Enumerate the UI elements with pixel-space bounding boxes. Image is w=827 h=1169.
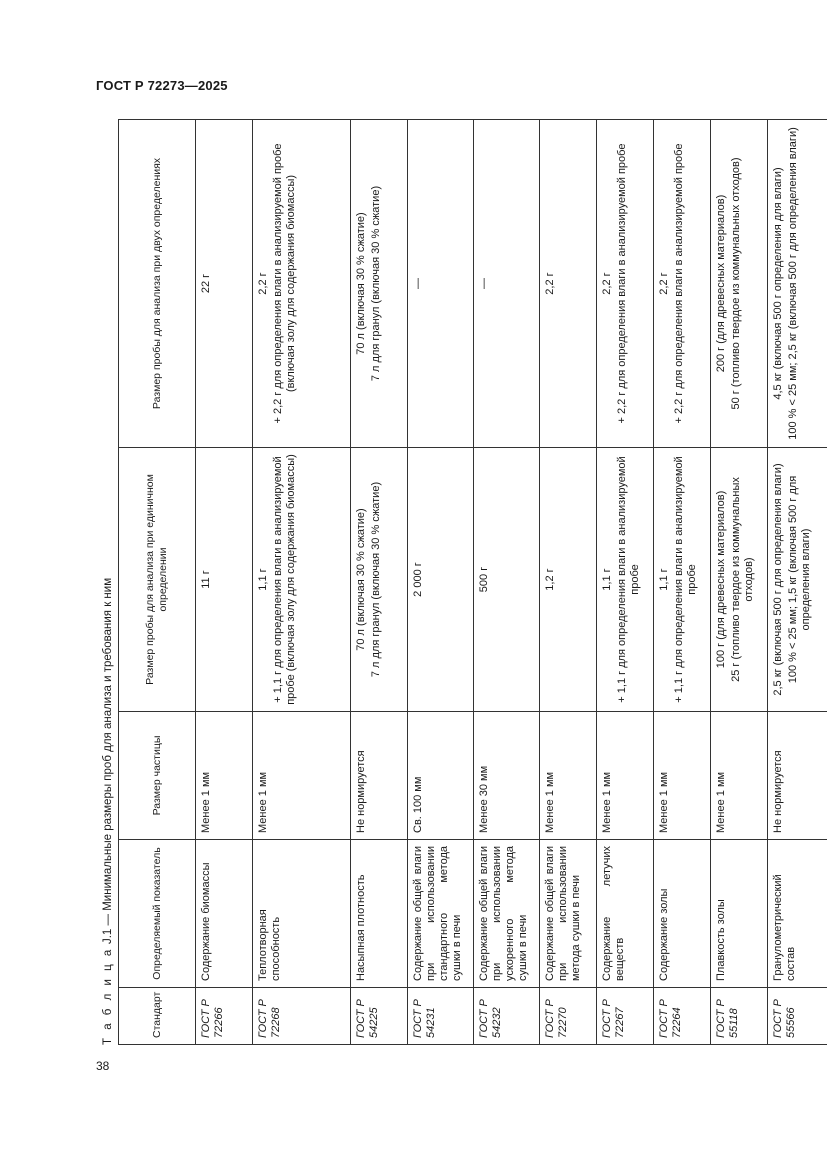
double-sample-cell: [654, 120, 711, 448]
standard-cell: ГОСТ Р 54231: [408, 988, 474, 1045]
double-sample-note: 100 % < 25 мм; 2,5 кг (включая 500 г для определения влаги): [787, 127, 799, 440]
page-number: 38: [96, 1059, 110, 1073]
single-sample-value: 11 г: [200, 570, 212, 589]
double-sample-cell: [408, 120, 474, 448]
standard-cell: ГОСТ Р 72270: [540, 988, 597, 1045]
indicator-cell: Содержание общей влаги при использовании ускоренного метода сушки в печи: [474, 840, 540, 988]
table-header-row: [119, 120, 196, 1045]
double-sample-cell: [768, 120, 827, 448]
single-sample-value: 2 000 г: [412, 562, 424, 597]
single-sample-note: 7 л для гранул (включая 30 % сжатие): [370, 481, 382, 678]
single-sample-cell: [253, 448, 351, 712]
column-header-double-sample-size: Размер пробы для анализа при двух определениях: [119, 120, 196, 448]
particle-size-cell: Менее 1 мм: [196, 712, 253, 840]
single-sample-note: + 1,1 г для определения влаги в анализируемой пробе (включая золу для содержания биомассы): [272, 454, 297, 705]
single-sample-value: 1,1 г: [658, 568, 670, 591]
double-sample-cell: [253, 120, 351, 448]
double-sample-cell: [540, 120, 597, 448]
double-sample-value: 200 г (для древесных материалов): [715, 194, 727, 373]
single-sample-value: 70 л (включая 30 % сжатие): [355, 508, 367, 651]
standard-cell: ГОСТ Р 55118: [711, 988, 768, 1045]
table-caption-prefix: Т а б л и ц а: [102, 947, 114, 1045]
particle-size-cell: Не нормируется: [351, 712, 408, 840]
double-sample-value: —: [412, 278, 424, 289]
double-sample-value: 2,2 г: [544, 272, 556, 295]
indicator-cell: Содержание биомассы: [196, 840, 253, 988]
indicator-cell: Содержание общей влаги при использовании стандартного метода сушки в печи: [408, 840, 474, 988]
single-sample-cell: [540, 448, 597, 712]
double-sample-note: 50 г (топливо твердое из коммунальных отходов): [730, 157, 742, 410]
single-sample-cell: [351, 448, 408, 712]
table-row: [196, 120, 253, 1045]
standard-cell: ГОСТ Р 72264: [654, 988, 711, 1045]
table-row: [654, 120, 711, 1045]
standard-cell: ГОСТ Р 54232: [474, 988, 540, 1045]
table-row: [768, 120, 827, 1045]
particle-size-cell: Св. 100 мм: [408, 712, 474, 840]
particle-size-cell: Не нормируется: [768, 712, 827, 840]
indicator-cell: Содержание летучих веществ: [597, 840, 654, 988]
table-row: [253, 120, 351, 1045]
double-sample-note: + 2,2 г для определения влаги в анализируемой пробе: [616, 143, 628, 424]
table-row: [408, 120, 474, 1045]
table-caption: [102, 578, 114, 1045]
double-sample-value: 70 л (включая 30 % сжатие): [355, 212, 367, 355]
table-row: [711, 120, 768, 1045]
double-sample-value: 4,5 кг (включая 500 г определения для влаги): [772, 167, 784, 400]
double-sample-note: 7 л для гранул (включая 30 % сжатие): [370, 185, 382, 382]
double-sample-cell: [597, 120, 654, 448]
single-sample-value: 1,2 г: [544, 568, 556, 591]
document-header: ГОСТ Р 72273—2025: [96, 78, 228, 93]
single-sample-note: 100 % < 25 мм; 1,5 кг (включая 500 г для определения влаги): [787, 475, 812, 684]
indicator-cell: Содержание общей влаги при использовании метода сушки в печи: [540, 840, 597, 988]
single-sample-cell: [196, 448, 253, 712]
particle-size-cell: Менее 1 мм: [711, 712, 768, 840]
standard-cell: ГОСТ Р 72268: [253, 988, 351, 1045]
single-sample-value: 2,5 кг (включая 500 г для определения влаги): [772, 463, 784, 696]
double-sample-value: 22 г: [200, 273, 212, 294]
column-header-particle-size: Размер частицы: [119, 712, 196, 840]
single-sample-value: 100 г (для древесных материалов): [715, 490, 727, 669]
indicator-cell: Теплотворная способность: [253, 840, 351, 988]
standard-cell: ГОСТ Р 54225: [351, 988, 408, 1045]
single-sample-cell: [654, 448, 711, 712]
indicator-cell: Гранулометрический состав: [768, 840, 827, 988]
single-sample-cell: [711, 448, 768, 712]
single-sample-value: 1,1 г: [601, 568, 613, 591]
double-sample-note: + 2,2 г для определения влаги в анализируемой пробе: [673, 143, 685, 424]
single-sample-value: 500 г: [478, 566, 490, 593]
table-row: [540, 120, 597, 1045]
standard-cell: ГОСТ Р 55566: [768, 988, 827, 1045]
standard-cell: ГОСТ Р 72266: [196, 988, 253, 1045]
column-header-indicator: Определяемый показатель: [119, 840, 196, 988]
single-sample-value: 1,1 г: [257, 568, 269, 591]
double-sample-value: 2,2 г: [601, 272, 613, 295]
single-sample-cell: [597, 448, 654, 712]
table-row: [597, 120, 654, 1045]
table-row: [474, 120, 540, 1045]
double-sample-cell: [711, 120, 768, 448]
requirements-table: [118, 119, 827, 1045]
indicator-cell: Содержание золы: [654, 840, 711, 988]
column-header-standard: Стандарт: [119, 988, 196, 1045]
particle-size-cell: Менее 1 мм: [540, 712, 597, 840]
indicator-cell: Плавкость золы: [711, 840, 768, 988]
table-caption-text: J.1 — Минимальные размеры проб для анализа и требования к ним: [102, 577, 114, 948]
double-sample-value: 2,2 г: [257, 272, 269, 295]
particle-size-cell: Менее 1 мм: [597, 712, 654, 840]
double-sample-cell: [351, 120, 408, 448]
particle-size-cell: Менее 1 мм: [654, 712, 711, 840]
rotated-table-block: [96, 120, 812, 1045]
double-sample-note: + 2,2 г для определения влаги в анализируемой пробе (включая золу для содержания биомассы): [272, 143, 297, 424]
double-sample-value: 2,2 г: [658, 272, 670, 295]
table-row: [351, 120, 408, 1045]
double-sample-cell: [474, 120, 540, 448]
single-sample-note: + 1,1 г для определения влаги в анализируемой пробе: [616, 456, 641, 703]
double-sample-cell: [196, 120, 253, 448]
single-sample-cell: [474, 448, 540, 712]
single-sample-cell: [768, 448, 827, 712]
indicator-cell: Насыпная плотность: [351, 840, 408, 988]
standard-cell: ГОСТ Р 72267: [597, 988, 654, 1045]
single-sample-note: 25 г (топливо твердое из коммунальных отходов): [730, 477, 755, 682]
column-header-single-sample-size: Размер пробы для анализа при единичном определении: [119, 448, 196, 712]
double-sample-value: —: [478, 278, 490, 289]
single-sample-cell: [408, 448, 474, 712]
single-sample-note: + 1,1 г для определения влаги в анализируемой пробе: [673, 456, 698, 703]
particle-size-cell: Менее 30 мм: [474, 712, 540, 840]
particle-size-cell: Менее 1 мм: [253, 712, 351, 840]
